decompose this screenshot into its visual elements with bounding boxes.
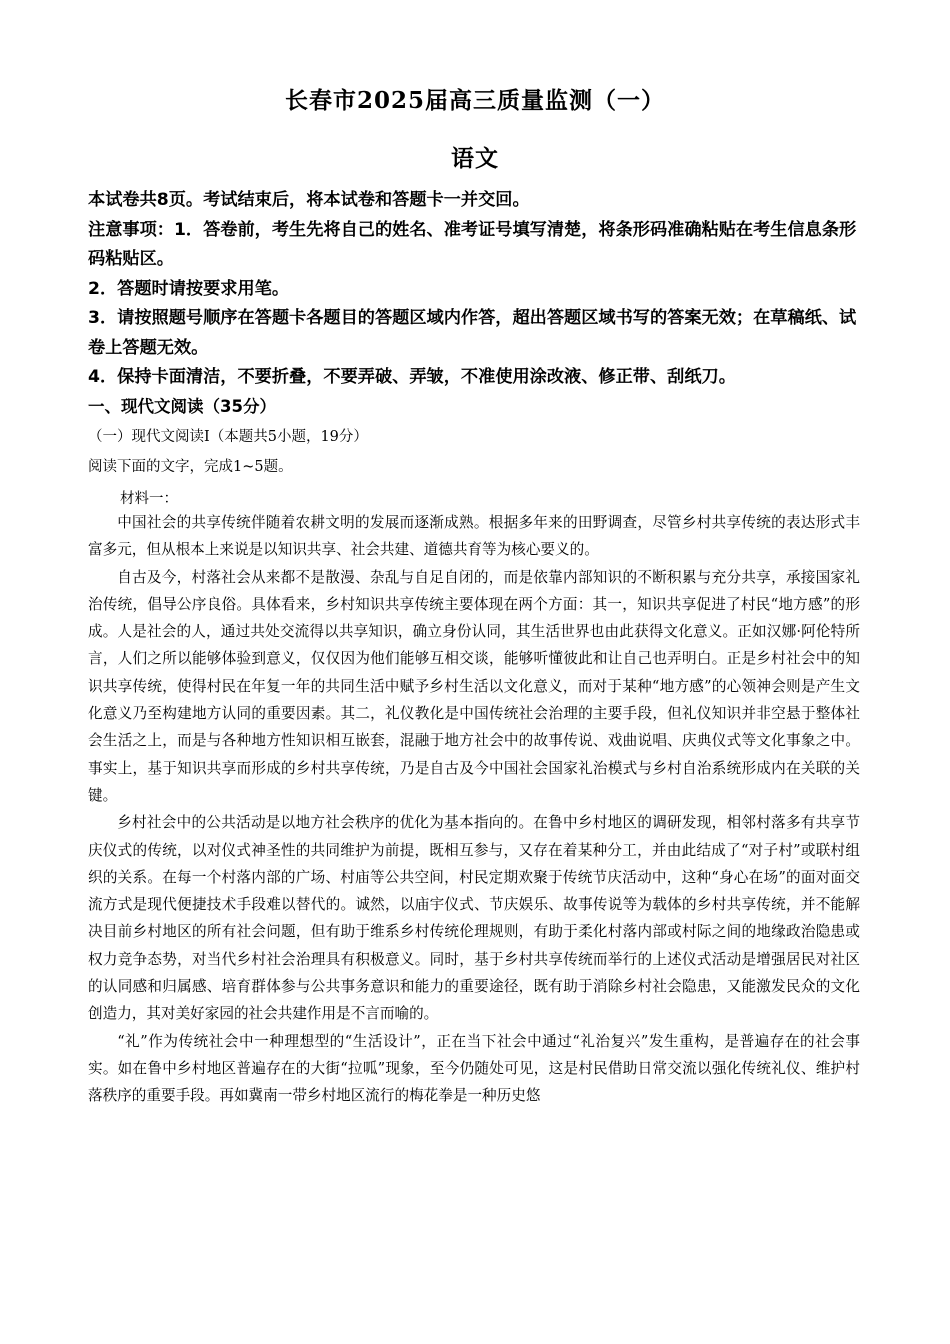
instruction-item-2: 2．答题时请按要求用笔。 [88,278,290,299]
reading-direction: 阅读下面的文字，完成1~5题。 [88,459,293,475]
passage-paragraph: 中国社会的共享传统伴随着农耕文明的发展而逐渐成熟。根据多年来的田野调查，尽管乡村共享传统的表达形式丰富多元，但从根本上来说是以知识共享、社会共建、道德共育等为核心要义的。 [88,514,860,559]
exam-instructions [88,186,868,393]
instruction-item-1: 注意事项：1．答卷前，考生先将自己的姓名、准考证号填写清楚，将条形码准确粘贴在考生信息条形码粘贴区。 [88,219,857,269]
reading-passage [88,509,860,1110]
passage-paragraph: “礼”作为传统社会中一种理想型的“生活设计”，正在当下社会中通过“礼治复兴”发生重构，是普遍存在的社会事实。如在鲁中乡村地区普遍存在的大街“拉呱”现象，至今仍随处可见，这是村民借助日常交流以强化传统礼仪、维护村落秩序的重要手段。再如冀南一带乡村地区流行的梅花拳是一种历史悠 [88,1032,860,1105]
subject-title: 语文 [451,145,499,172]
instruction-pages: 本试卷共8页。考试结束后，将本试卷和答题卡一并交回。 [88,190,530,210]
instruction-item-4: 4．保持卡面清洁，不要折叠，不要弄破、弄皱，不准使用涂改液、修正带、刮纸刀。 [88,367,736,387]
instruction-item-3: 3．请按照题号顺序在答题卡各题目的答题区域内作答，超出答题区域书写的答案无效；在草稿纸、试卷上答题无效。 [88,308,857,358]
material-label: 材料一： [120,491,178,507]
passage-paragraph: 自古及今，村落社会从来都不是散漫、杂乱与自足自闭的，而是依靠内部知识的不断积累与充分共享，承接国家礼治传统，倡导公序良俗。具体看来，乡村知识共享传统主要体现在两个方面：其一，知识共享促进了村民“地方感”的形成。人是社会的人，通过共处交流得以共享知识，确立身份认同，其生活世界也由此获得文化意义。正如汉娜·阿伦特所言，人们之所以能够体验到意义，仅仅因为他们能够互相交谈，能够听懂彼此和让自己也弄明白。正是乡村社会中的知识共享传统，使得村民在年复一年的共同生活中赋予乡村生活以文化意义，而对于某种“地方感”的心领神会则是产生文化意义乃至构建地方认同的重要因素。其二，礼仪教化是中国传统社会治理的主要手段，但礼仪知识并非空悬于整体社会生活之上，而是与各种地方性知识相互嵌套，混融于地方社会中的故事传说、戏曲说唱、庆典仪式等文化事象之中。事实上，基于知识共享而形成的乡村共享传统，乃是自古及今中国社会国家礼治模式与乡村自治系统形成内在关联的关键。 [88,568,860,804]
passage-paragraph: 乡村社会中的公共活动是以地方社会秩序的优化为基本指向的。在鲁中乡村地区的调研发现，相邻村落多有共享节庆仪式的传统，以对仪式神圣性的共同维护为前提，既相互参与，又存在着某种分工，并由此结成了“对子村”或联村组织的关系。在每一个村落内部的广场、村庙等公共空间，村民定期欢聚于传统节庆活动中，这种“身心在场”的面对面交流方式是现代便捷技术手段难以替代的。诚然，以庙宇仪式、节庆娱乐、故事传说等为载体的乡村共享传统，并不能解决目前乡村地区的所有社会问题，但有助于维系乡村传统伦理规则，有助于柔化村落内部或村际之间的地缘政治隐患或权力竞争态势，对当代乡村社会治理具有积极意义。同时，基于乡村共享传统而举行的上述仪式活动是增强居民对社区的认同感和归属感、培育群体参与公共事务意识和能力的重要途径，既有助于消除乡村社会隐患，又能激发民众的文化创造力，其对美好家园的社会共建作用是不言而喻的。 [88,814,860,1023]
section-subheading: （一）现代文阅读Ⅰ（本题共5小题，19分） [88,429,368,445]
section-heading: 一、现代文阅读（35分） [88,397,276,416]
exam-title: 长春市2025届高三质量监测（一） [284,87,665,114]
